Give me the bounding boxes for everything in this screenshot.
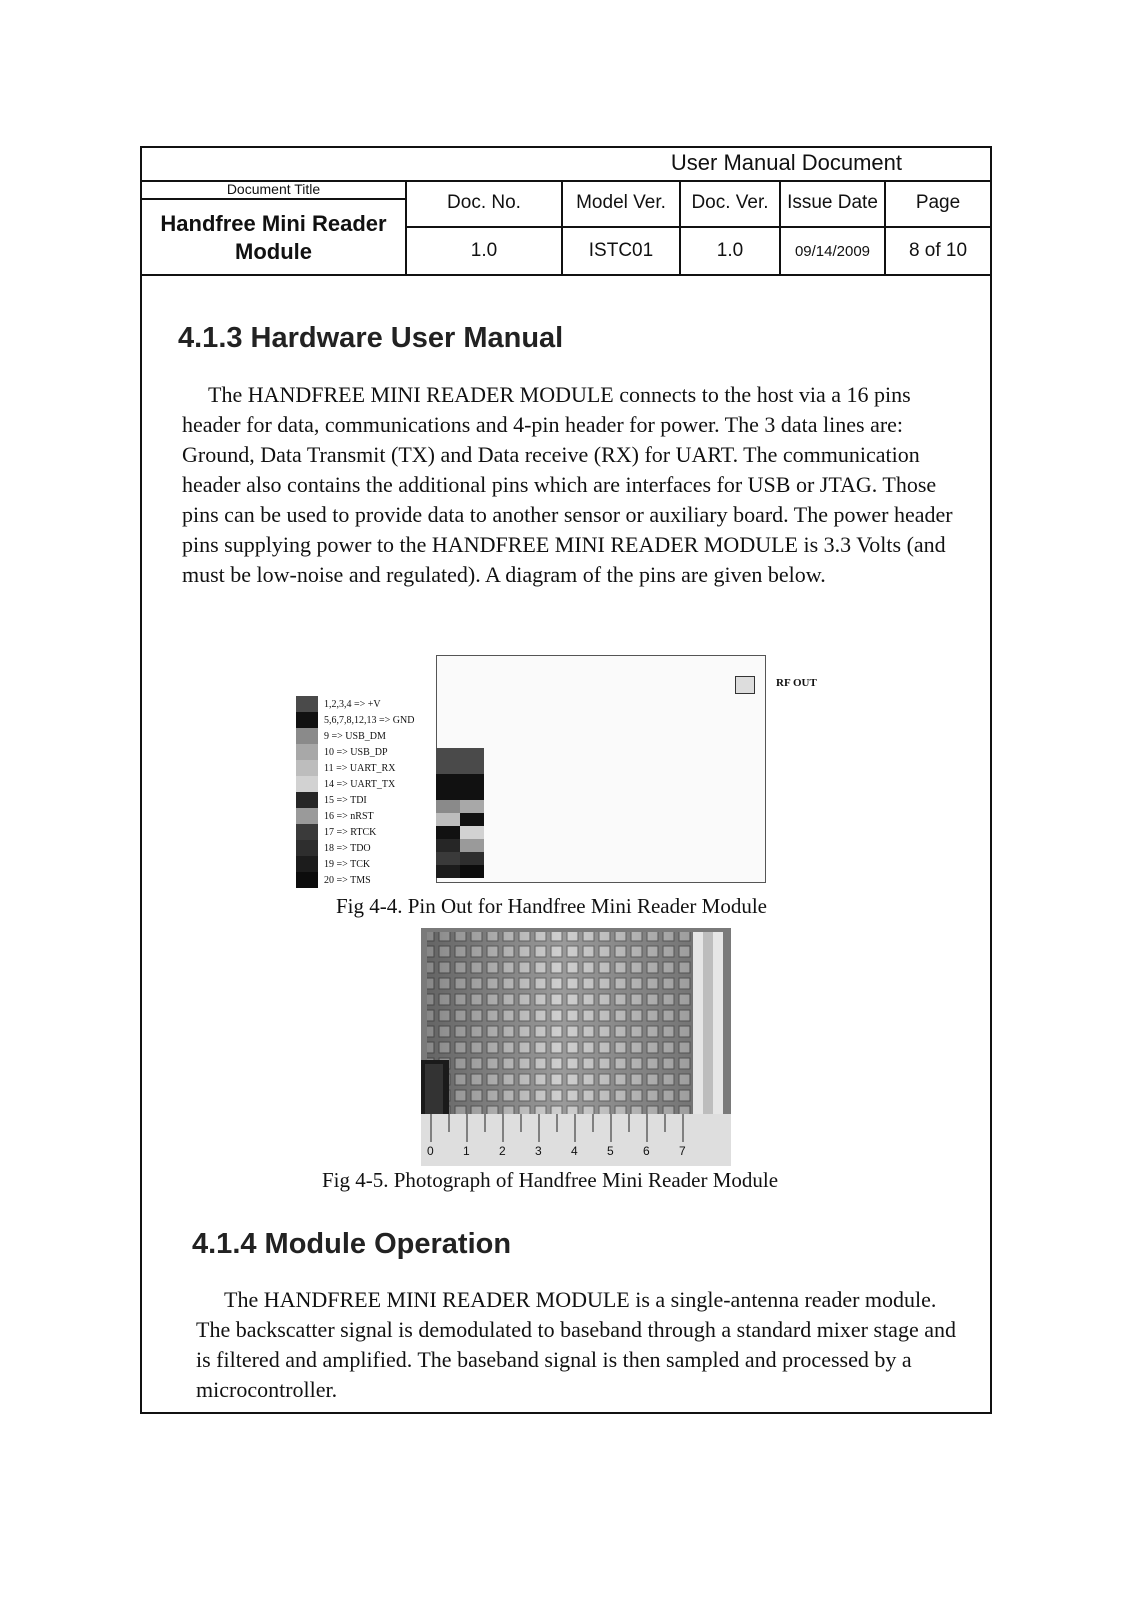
doc-title-label-cell [142,180,405,200]
legend-item: 17 => RTCK [296,824,436,840]
col-doc-ver: Doc. Ver. [691,192,769,213]
col-model-ver: Model Ver. [576,192,666,213]
module-photograph [421,928,731,1166]
pin [460,839,484,852]
pin [436,800,460,813]
col-page: Page [915,192,961,213]
pin [460,774,484,787]
legend-item: 14 => UART_TX [296,776,436,792]
ruler-number: 3 [535,1144,542,1158]
pin [436,839,460,852]
module-photo-graphic [421,928,731,1166]
legend-swatch [296,808,318,824]
module-board-outline [436,655,766,883]
pin [436,813,460,826]
header-banner: User Manual Document [670,150,902,175]
figure-caption-pinout: Fig 4-4. Pin Out for Handfree Mini Reader Module [336,894,768,918]
legend-swatch [296,696,318,712]
legend-swatch [296,712,318,728]
legend-item: 18 => TDO [296,840,436,856]
pin [460,813,484,826]
ruler-number: 1 [463,1144,470,1158]
legend-swatch [296,840,318,856]
figure-caption-photo: Fig 4-5. Photograph of Handfree Mini Reader Module [322,1168,779,1192]
doc-title: Handfree Mini Reader Module [160,211,387,264]
legend-swatch [296,872,318,888]
pin-legend [296,696,436,888]
rf-out-connector [735,676,755,694]
pin [436,761,460,774]
ruler-number: 0 [427,1144,434,1158]
legend-item: 5,6,7,8,12,13 => GND [296,712,436,728]
pin [460,761,484,774]
ruler-number: 5 [607,1144,614,1158]
section-heading-hardware: 4.1.3 Hardware User Manual [178,322,564,354]
legend-swatch [296,792,318,808]
rf-out-label: RF OUT [776,677,817,689]
col-issue-date: Issue Date [787,192,878,213]
val-page: 8 of 10 [908,240,968,261]
pin [436,826,460,839]
document-header-table [140,146,992,276]
pin [460,787,484,800]
pin [460,800,484,813]
operation-paragraph: The HANDFREE MINI READER MODULE is a single-antenna reader module. The backscatter signal is demodulated to baseband through a standard mixer stage and is filtered and amplified. The baseband signal is then sampled and processed by a microcontroller. [196,1287,956,1402]
ruler-number: 4 [571,1144,578,1158]
legend-swatch [296,856,318,872]
legend-item: 10 => USB_DP [296,744,436,760]
val-doc-no: 1.0 [470,240,498,261]
pin [460,748,484,761]
pin-header [436,748,484,878]
legend-item: 9 => USB_DM [296,728,436,744]
pin [436,787,460,800]
legend-item: 16 => nRST [296,808,436,824]
pin [460,826,484,839]
col-doc-no: Doc. No. [447,192,521,213]
pin [436,748,460,761]
pin [460,852,484,865]
val-issue-date: 09/14/2009 [794,242,871,260]
val-model-ver: ISTC01 [588,240,654,261]
legend-item: 20 => TMS [296,872,436,888]
ruler-number: 6 [643,1144,650,1158]
legend-swatch [296,760,318,776]
pin [460,865,484,878]
ruler-number: 7 [679,1144,686,1158]
pin [436,852,460,865]
legend-item: 15 => TDI [296,792,436,808]
header-banner-row [142,148,990,182]
doc-title-label: Document Title [226,181,321,197]
val-doc-ver: 1.0 [716,240,744,261]
legend-item: 19 => TCK [296,856,436,872]
pin [436,774,460,787]
ruler-scale [427,1144,727,1162]
legend-item: 11 => UART_RX [296,760,436,776]
legend-swatch [296,776,318,792]
ruler-number: 2 [499,1144,506,1158]
section-heading-operation: 4.1.4 Module Operation [192,1228,512,1260]
legend-swatch [296,744,318,760]
legend-swatch [296,728,318,744]
legend-item: 1,2,3,4 => +V [296,696,436,712]
legend-swatch [296,824,318,840]
hardware-paragraph: The HANDFREE MINI READER MODULE connects to the host via a 16 pins header for data, communications and 4-pin header for power. The 3 data lines are: Ground, Data Transmit (TX) and Data receive (RX) for UART. The communication header also contains the additional pins which are interfaces for USB or JTAG. Those pins can be used to provide data to another sensor or auxiliary board. The power header pins supplying power to the HANDFREE MINI READER MODULE is 3.3 Volts (and must be low-noise and regulated). A diagram of the pins are given below. [182,382,953,587]
pin [436,865,460,878]
